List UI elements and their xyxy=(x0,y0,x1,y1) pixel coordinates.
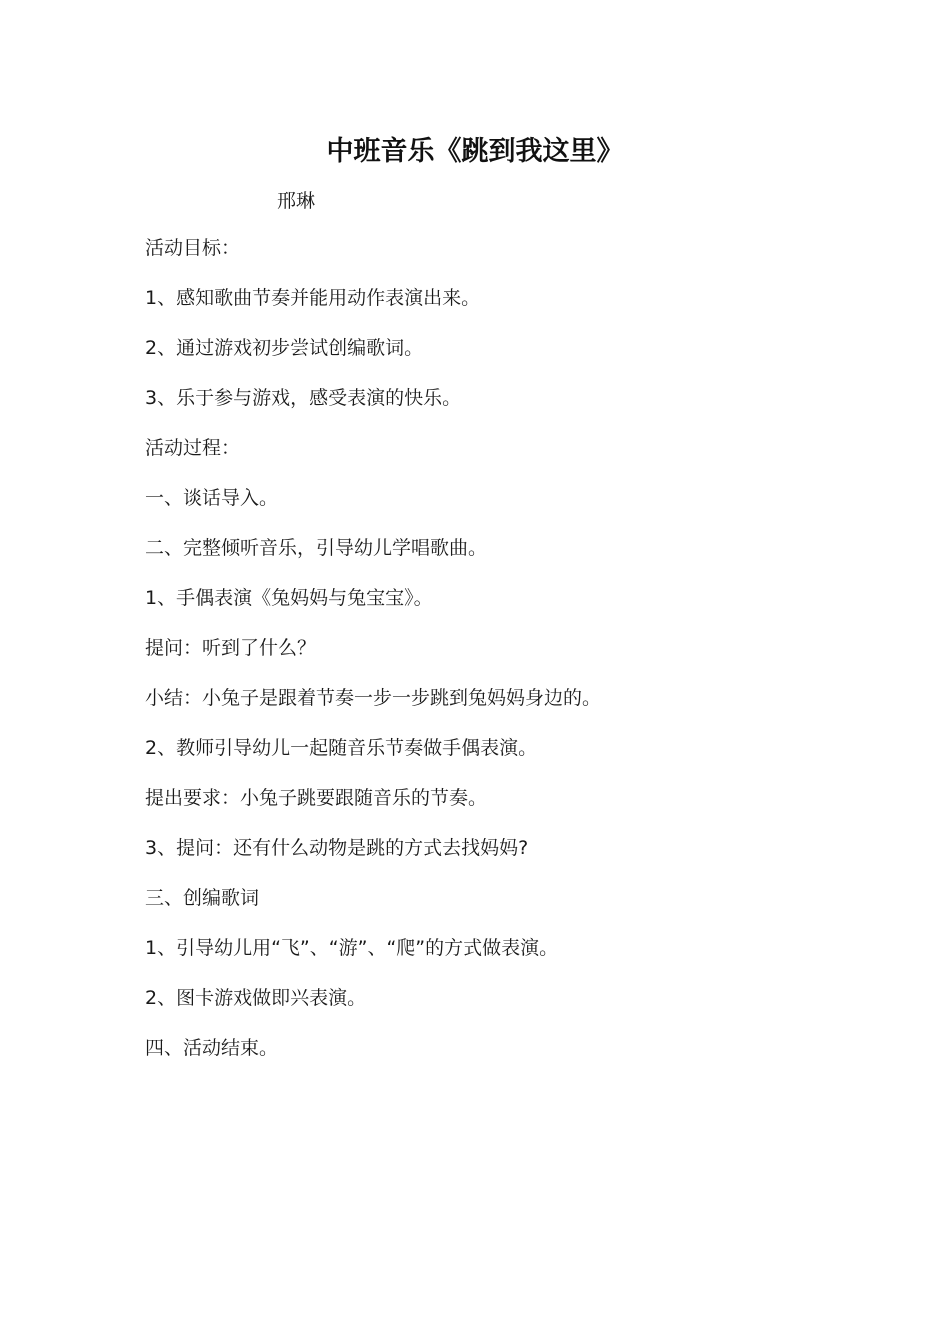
document-title: 中班音乐《跳到我这里》 xyxy=(326,136,624,167)
process-substep: 1、引导幼儿用“飞”、“游”、“爬”的方式做表演。 xyxy=(145,937,559,959)
goal-item-1: 1、感知歌曲节奏并能用动作表演出来。 xyxy=(145,287,481,309)
process-substep: 3、提问：还有什么动物是跳的方式去找妈妈? xyxy=(145,837,529,859)
goal-item-3: 3、乐于参与游戏，感受表演的快乐。 xyxy=(145,387,462,409)
process-step-1: 一、谈话导入。 xyxy=(145,487,279,509)
process-substep: 2、教师引导幼儿一起随音乐节奏做手偶表演。 xyxy=(145,737,538,759)
process-summary: 小结：小兔子是跟着节奏一步一步跳到兔妈妈身边的。 xyxy=(145,687,602,709)
author-name: 邢琳 xyxy=(277,190,316,212)
process-requirement: 提出要求：小兔子跳要跟随音乐的节奏。 xyxy=(145,787,488,809)
process-step-3: 三、创编歌词 xyxy=(145,887,260,909)
process-substep: 2、图卡游戏做即兴表演。 xyxy=(145,987,367,1009)
section-heading-process: 活动过程： xyxy=(145,437,241,459)
section-heading-goals: 活动目标： xyxy=(145,237,241,259)
process-substep: 1、手偶表演《兔妈妈与兔宝宝》。 xyxy=(145,587,433,609)
process-question: 提问：听到了什么？ xyxy=(145,637,317,659)
process-step-2: 二、完整倾听音乐，引导幼儿学唱歌曲。 xyxy=(145,537,488,559)
document-body xyxy=(145,234,845,1084)
process-step-4: 四、活动结束。 xyxy=(145,1037,279,1059)
goal-item-2: 2、通过游戏初步尝试创编歌词。 xyxy=(145,337,424,359)
